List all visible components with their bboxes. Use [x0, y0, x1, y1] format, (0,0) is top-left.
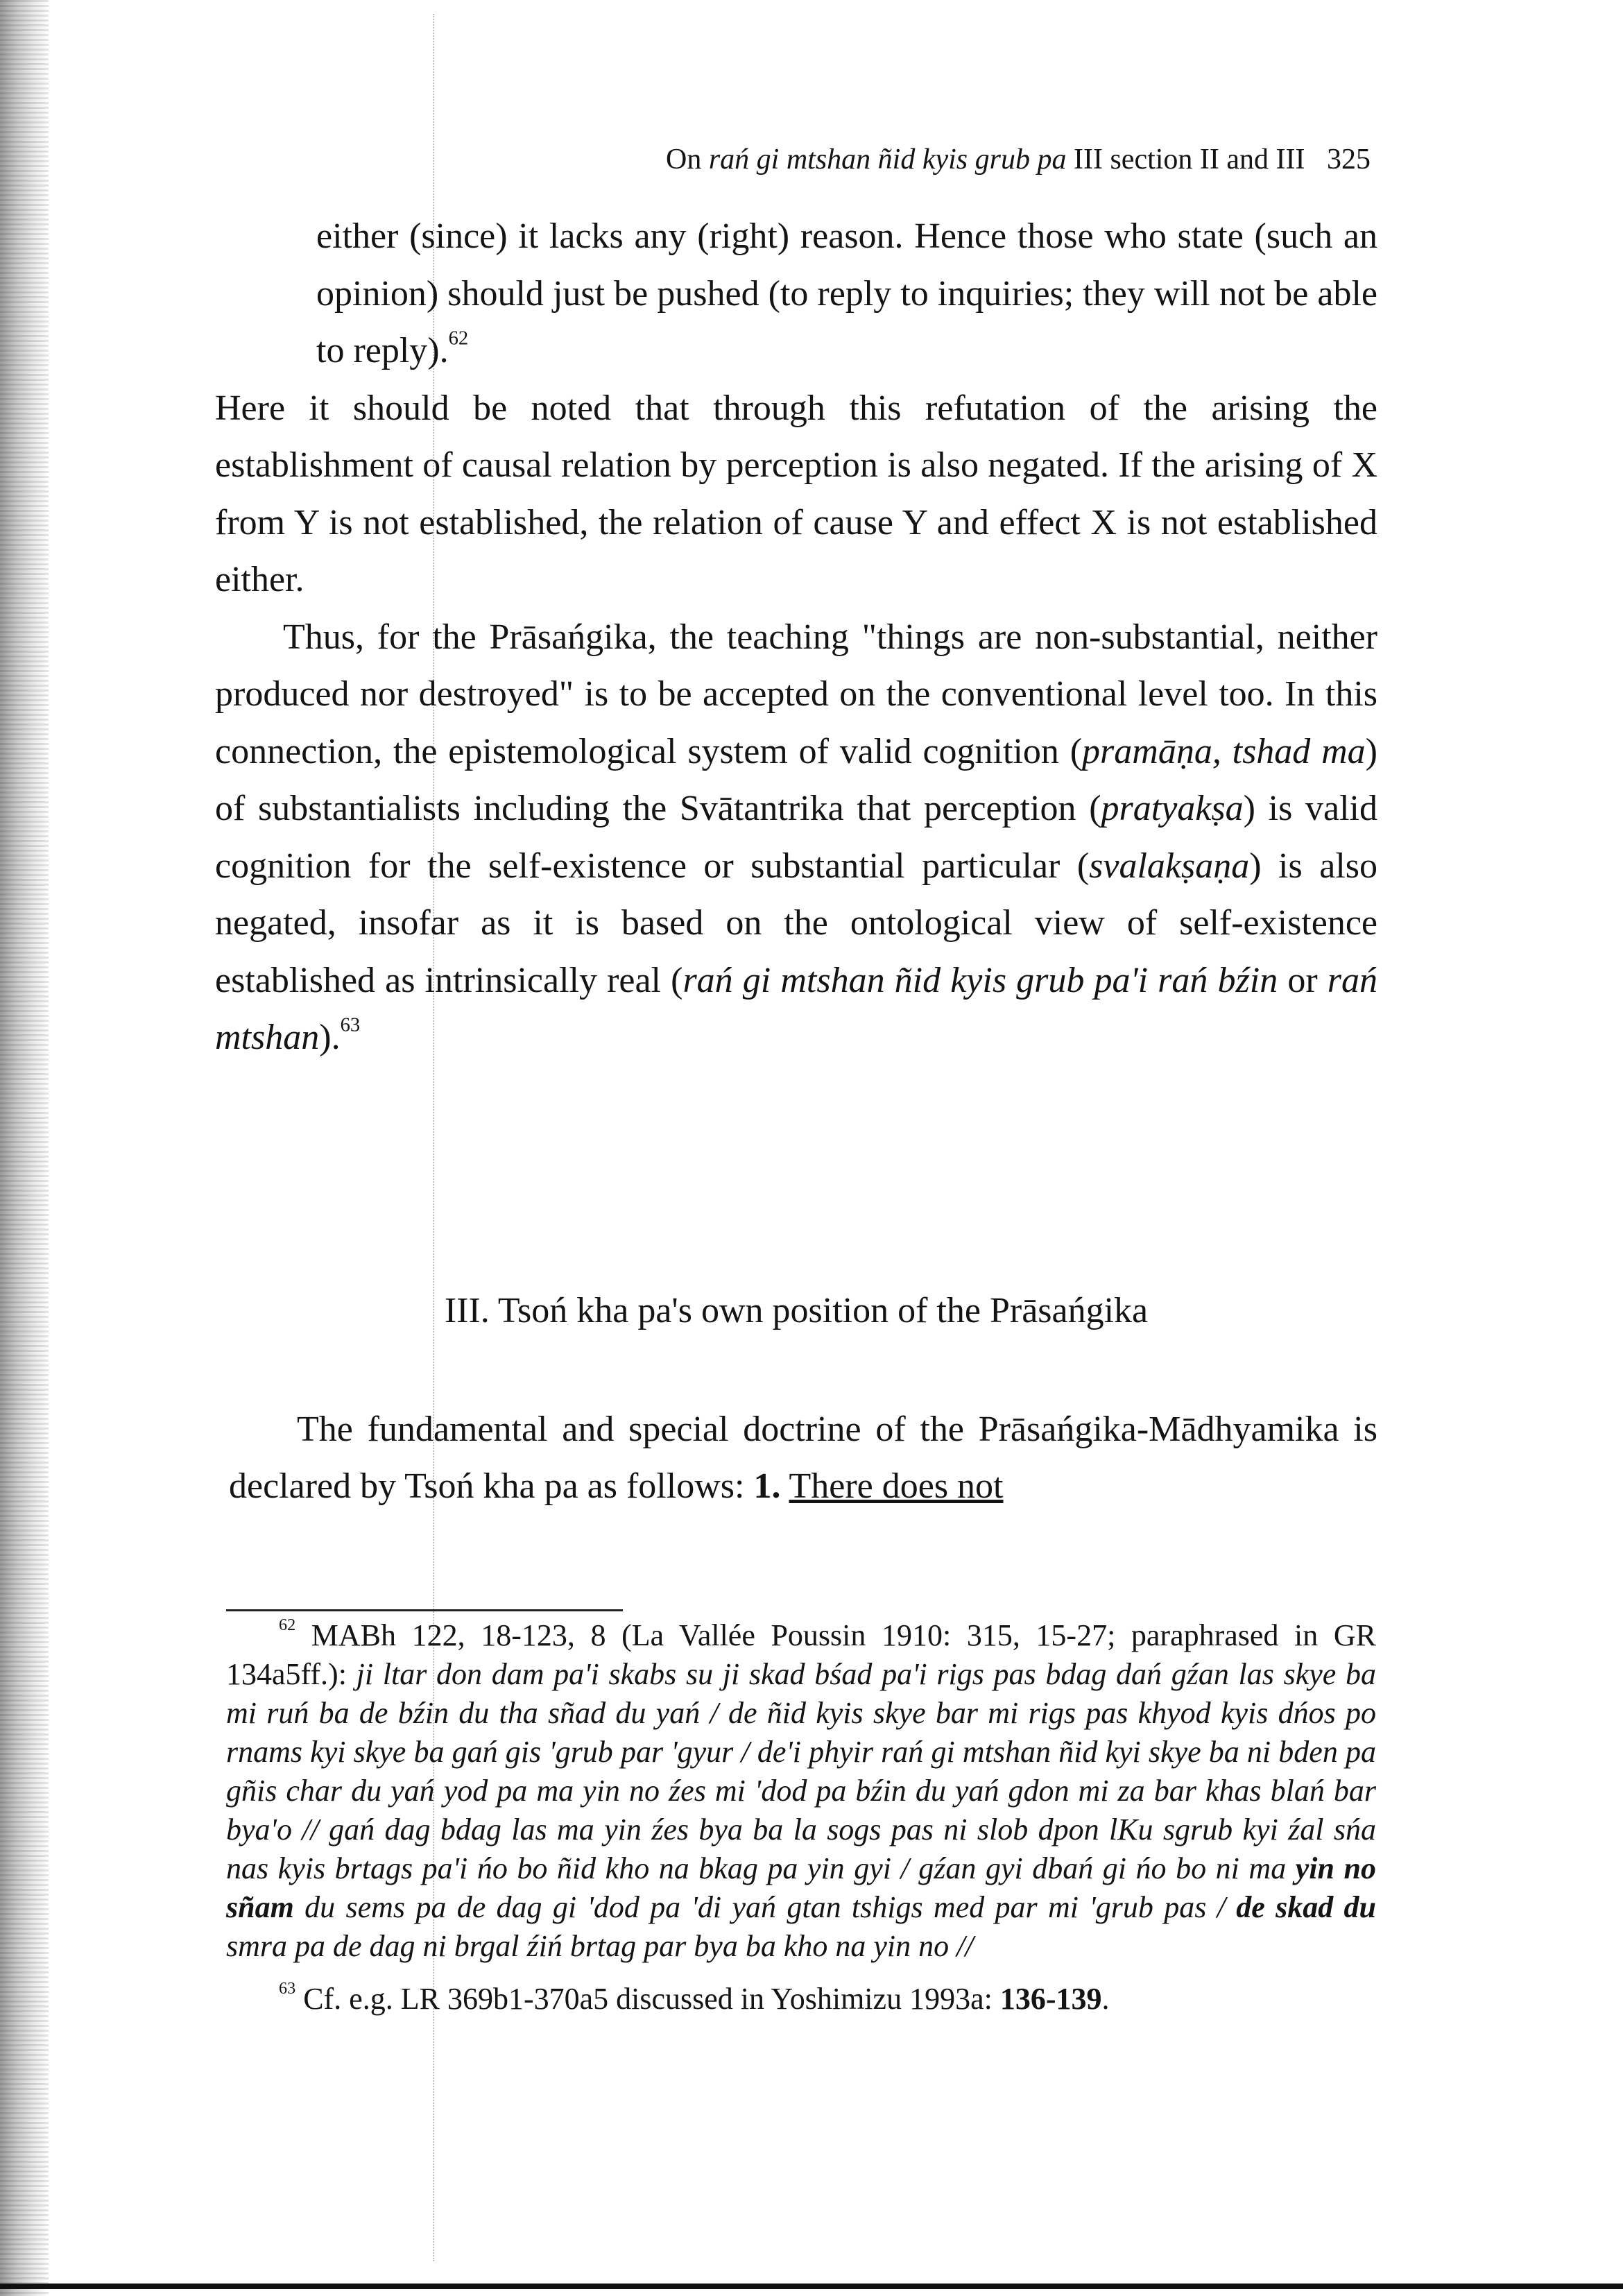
- footnote-62: [226, 1616, 1376, 1966]
- para2-seg6: ).: [319, 1018, 341, 1057]
- term-pratyaksa: pratyakṣa: [1101, 789, 1244, 828]
- footnote-tibetan-2: du sems pa de dag gi 'dod pa 'di yań gtan tshigs med par mi 'grub pas /: [293, 1890, 1237, 1924]
- footnote-ref-62: 62: [448, 327, 469, 350]
- section-heading: III. Tsoń kha pa's own position of the Prāsańgika: [444, 1291, 1149, 1330]
- paragraph-3: [229, 1401, 1377, 1515]
- main-text: [215, 208, 1377, 1067]
- header-suffix: III section II and III: [1066, 144, 1305, 175]
- footnote-tibetan-1: ji ltar don dam pa'i skabs su ji skad bśad pa'i rigs pas bdag dań gźan las skye ba mi ruń ba de bźin du tha sñad du yań / de ñid kyis skye bar mi rigs pas khyod kyis dńos po rnams kyi skye ba gań gis 'grub par 'gyur / de'i phyir rań gi mtshan ñid kyi skye ba ni bden pa gñis char du yań yod pa ma yin no źes mi 'dod pa bźin du yań gdon mi za bar khas blań bar bya'o // gań dag bdag las ma yin źes bya ba la sogs pas ni slob dpon lKu sgrub kyi źal sńa nas kyis brtags pa'i ńo bo ñid kho na bkag pa yin gyi / gźan gyi dbań gi ńo bo ni ma: [226, 1657, 1376, 1885]
- para2-seg4: ) is also negated, insofar as it is based on the ontological view of self-existence established as intrinsically real (: [215, 846, 1377, 1000]
- footnote-lead: Cf. e.g. LR 369b1-370a5 discussed in Yoshimizu 1993a:: [295, 1982, 1000, 2016]
- footnote-lead: MABh 122, 18-123, 8 (La Vallée Poussin 1910: 315, 15-27; paraphrased in GR 134a5ff.):: [226, 1618, 1376, 1691]
- footnote-ref-63: 63: [340, 1014, 361, 1036]
- header-prefix: On: [665, 144, 709, 175]
- footnote-tail: .: [1101, 1982, 1110, 2016]
- footnote-tibetan-bold-1: yin no sñam: [226, 1851, 1376, 1924]
- footnote-pages: 136-139: [999, 1982, 1102, 2016]
- footnote-number: 63: [279, 1979, 296, 1998]
- para3-text: The fundamental and special doctrine of the Prāsańgika-Mādhyamika is declared by Tsoń kha pa as follows:: [229, 1410, 1377, 1506]
- footnote-divider: [226, 1609, 623, 1611]
- page-number: 325: [1327, 144, 1371, 175]
- footnote-number: 62: [279, 1616, 296, 1635]
- section-text: [229, 1401, 1377, 1515]
- para3-underlined: There does not: [789, 1466, 1004, 1506]
- para2-seg3: ) is valid cognition for the self-existence or substantial particular (: [215, 789, 1377, 886]
- para2-seg2: ) of substantialists including the Svātantrika that perception (: [215, 731, 1377, 828]
- footnote-tibetan-bold-2: de skad du: [1236, 1890, 1377, 1924]
- paragraph-2: [215, 609, 1377, 1067]
- term-pramana: pramāṇa, tshad ma: [1082, 731, 1366, 771]
- para3-space: [780, 1466, 789, 1506]
- para2-seg5: or: [1278, 960, 1328, 1000]
- term-svalaksana: svalakṣaṇa: [1089, 846, 1250, 886]
- quote-text: either (since) it lacks any (right) reason. Hence those who state (such an opinion) should just be pushed (to reply to inquiries; they will not be able to reply).: [316, 216, 1377, 370]
- para2-seg1: Thus, for the Prāsańgika, the teaching "things are non-substantial, neither produced nor destroyed" is to be accepted on the conventional level too. In this connection, the epistemological system of valid cognition (: [215, 617, 1377, 771]
- term-rang-mtshan: rań mtshan: [215, 960, 1377, 1057]
- footnotes: [226, 1616, 1376, 2032]
- block-quote: [316, 208, 1377, 380]
- footnote-63: [226, 1980, 1376, 2019]
- running-header: [486, 143, 1371, 176]
- footnote-tibetan-3: smra pa de dag ni brgal źiń brtag par bya ba kho na yin no //: [226, 1929, 974, 1963]
- header-title: rań gi mtshan ñid kyis grub pa: [708, 144, 1067, 175]
- term-rang-bzhin: rań gi mtshan ñid kyis grub pa'i rań bźin: [682, 960, 1278, 1000]
- para3-number: 1.: [753, 1466, 781, 1506]
- scan-bottom-edge: [0, 2284, 1623, 2289]
- scan-edge-shadow: [0, 0, 49, 2296]
- paragraph-1: Here it should be noted that through this refutation of the arising the establishment of causal relation by perception is also negated. If the arising of X from Y is not established, the relation of cause Y and effect X is not established either.: [215, 388, 1377, 599]
